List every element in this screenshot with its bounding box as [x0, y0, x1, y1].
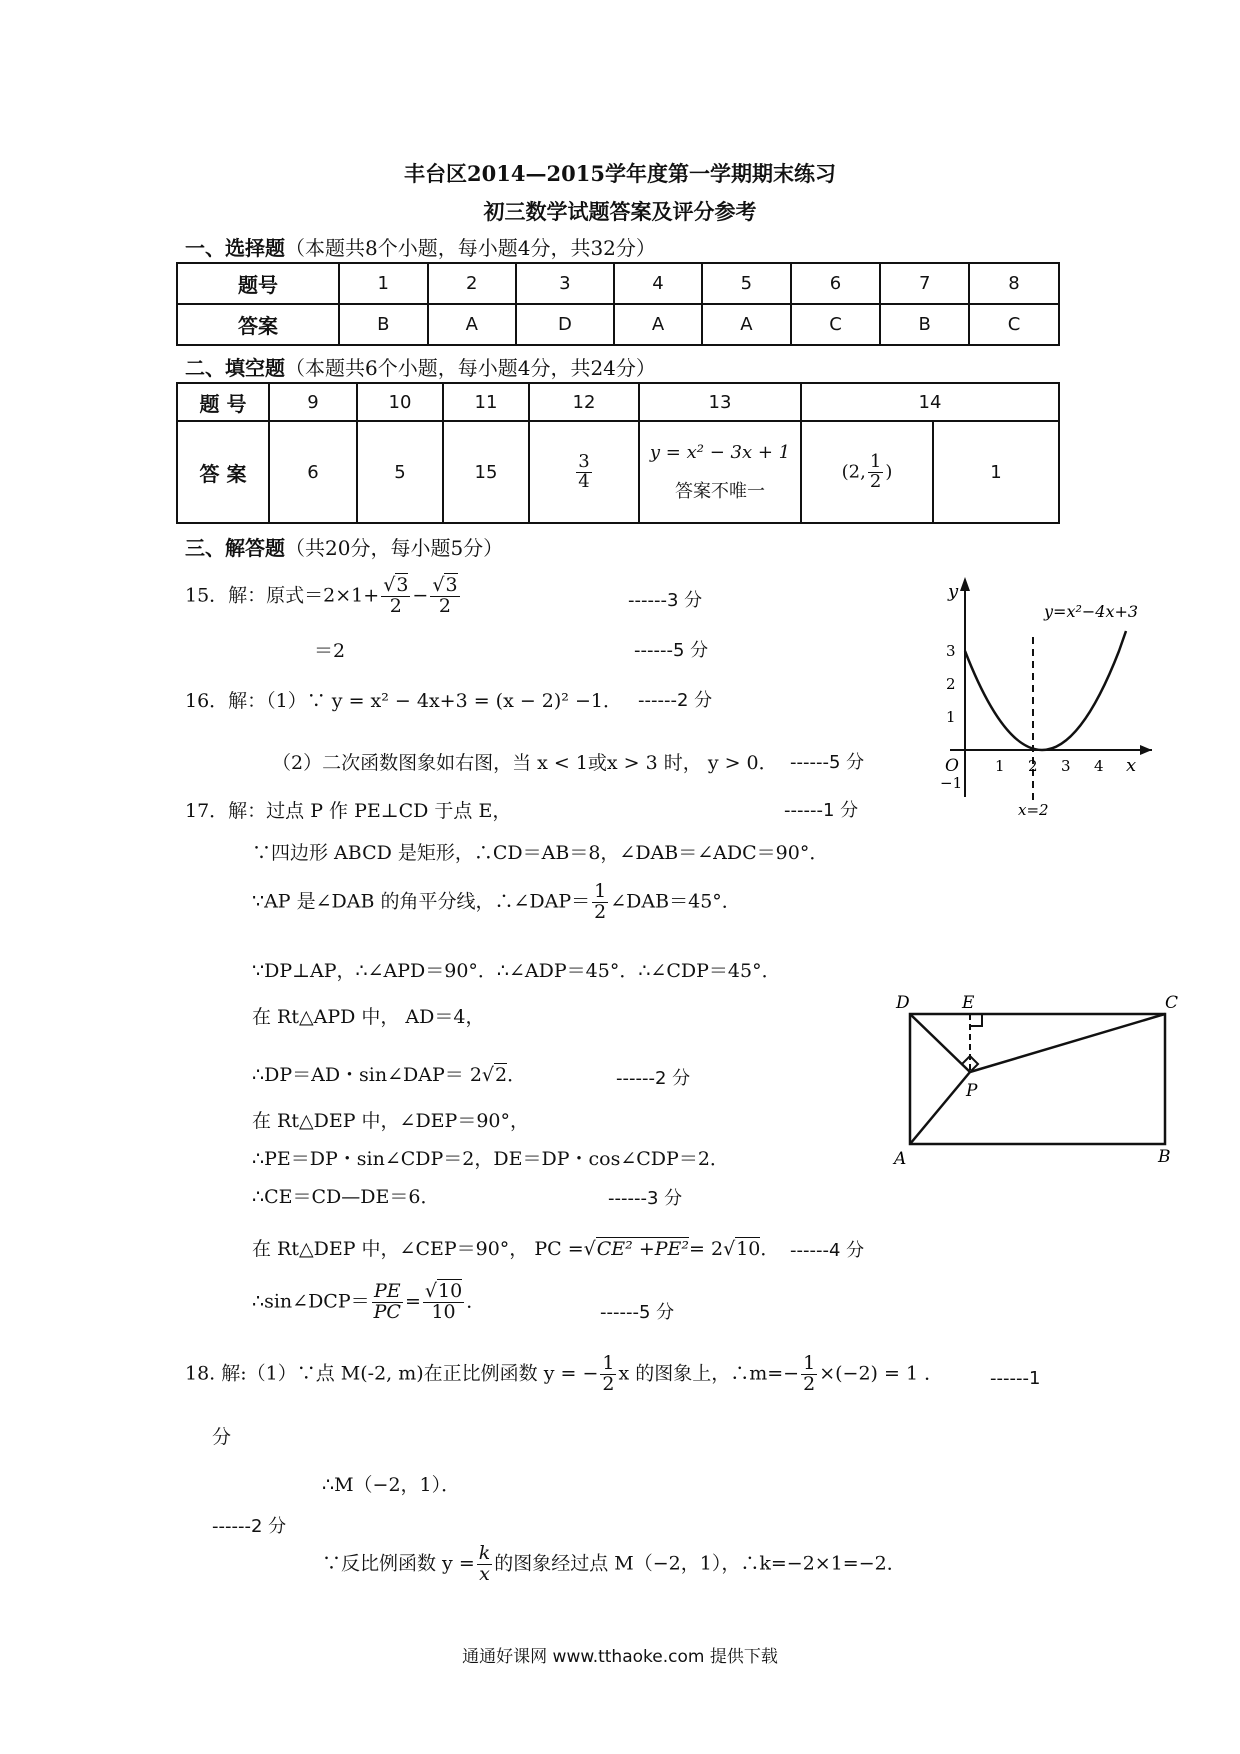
fill-q-cell: 10: [357, 383, 443, 421]
fraction: $\frac{3}{4}$: [578, 450, 590, 492]
curve-label: y=x²−4x+3: [1044, 602, 1139, 621]
p16-line1: 16．解：（1）∵ y = x² − 4x+3 = (x − 2)² −1．: [185, 690, 622, 712]
point-label-d: D: [896, 993, 910, 1013]
fraction: $\frac{1}{2}$: [803, 1352, 816, 1395]
p18-score2: ------2 分: [212, 1516, 287, 1537]
footer-text: 通通好课网 www.tthaoke.com 提供下载: [462, 1647, 778, 1667]
choice-q-cell: 4: [614, 263, 702, 304]
choice-a-cell: C: [969, 304, 1059, 345]
p16-score1: ------2 分: [638, 690, 713, 711]
fill-q-label: 题 号: [177, 383, 269, 421]
fraction: $\frac{√3}{2}$: [383, 574, 409, 617]
p15-score1: ------3 分: [628, 590, 703, 611]
fill-a-cell-q14b: 1: [933, 421, 1059, 523]
choice-a-cell: B: [339, 304, 428, 345]
fill-q-cell: 14: [801, 383, 1059, 421]
fill-q-cell: 11: [443, 383, 529, 421]
fill-answer-table: [176, 382, 1060, 524]
y-axis-label: y: [948, 581, 959, 602]
choice-a-cell: D: [516, 304, 614, 345]
point-label-a: A: [894, 1149, 907, 1169]
x-axis-label: x: [1126, 755, 1137, 776]
origin-label: O: [945, 756, 959, 776]
choice-a-cell: A: [428, 304, 516, 345]
fraction: $\frac{1}{2}$: [602, 1352, 615, 1395]
section3-note: （共20分，每小题5分）: [285, 536, 504, 560]
p17-score5: ------5 分: [600, 1302, 675, 1323]
fraction: $\frac{k}{x}$: [478, 1542, 491, 1585]
rectangle-figure: [890, 992, 1190, 1182]
p17-score4: ------4 分: [790, 1240, 865, 1261]
section1-note: （本题共8个小题，每小题4分，共32分）: [285, 236, 656, 260]
fill-q-cell: 13: [639, 383, 801, 421]
q13-expression: y = x² − 3x + 1: [649, 441, 791, 463]
y-axis-arrow-icon: [960, 577, 970, 591]
page-title: 丰台区2014—2015学年度第一学期期末练习: [404, 161, 836, 186]
rectangle-abcd: [910, 1014, 1165, 1144]
point-label-c: C: [1165, 993, 1179, 1013]
p18-line3: ∵反比例函数 y = $\frac{k}{x}$ 的图象经过点 M（−2，1），∴k=−2×1=−2．: [322, 1542, 906, 1585]
p18-score1-cont: 分: [212, 1426, 232, 1448]
section3-heading: [185, 532, 503, 561]
section1-heading: [185, 232, 656, 261]
fill-a-label: 答 案: [177, 421, 269, 523]
p18-score1: ------1: [990, 1368, 1041, 1389]
choice-q-cell: 6: [791, 263, 881, 304]
p15-line1: 15．解：原式＝2×1+ $\frac{√3}{2}$ − $\frac{√3}{2}$: [185, 574, 458, 617]
choice-a-label: 答案: [177, 304, 339, 345]
p18-line2: ∴M（−2，1）．: [322, 1474, 461, 1496]
p17-line1: 17．解：过点 P 作 PE⊥CD 于点 E，: [185, 800, 512, 822]
x-tick-label: 2: [1028, 757, 1038, 775]
p17-line7: 在 Rt△DEP 中，∠DEP＝90°，: [252, 1110, 530, 1132]
p17-line8: ∴PE＝DP・sin∠CDP＝2，DE＝DP・cos∠CDP＝2．: [252, 1148, 729, 1170]
choice-q-cell: 1: [339, 263, 428, 304]
segment-pc: [970, 1014, 1165, 1072]
choice-a-cell: B: [880, 304, 969, 345]
fill-a-cell: 6: [269, 421, 357, 523]
section2-note: （本题共6个小题，每小题4分，共24分）: [285, 356, 656, 380]
p17-line11: ∴sin∠DCP＝ $\frac{PE}{PC}$ = $\frac{√10}{10}$ ．: [252, 1280, 486, 1323]
fill-a-cell-q12: [529, 421, 639, 523]
fill-q-cell: 12: [529, 383, 639, 421]
choice-q-cell: 7: [880, 263, 969, 304]
choice-a-cell: A: [702, 304, 790, 345]
parabola-curve: [965, 631, 1126, 750]
x-tick-label: 4: [1094, 757, 1104, 775]
choice-answer-table: [176, 262, 1060, 346]
fraction: $\frac{1}{2}$: [869, 450, 882, 492]
choice-q-cell: 5: [702, 263, 790, 304]
parabola-graph: [920, 575, 1160, 815]
p15-line2: ＝2: [314, 640, 346, 662]
fill-q-cell: 9: [269, 383, 357, 421]
point-label-b: B: [1158, 1147, 1171, 1167]
choice-q-label: 题号: [177, 263, 339, 304]
section3-title: 三、解答题: [185, 536, 285, 560]
p18-line1: 18. 解:（1）∵点 M(-2, m)在正比例函数 y = − $\frac{1}{2}$ x 的图象上，∴m=− $\frac{1}{2}$ ×(−2) = 1 ．: [185, 1352, 944, 1395]
fraction: $\frac{PE}{PC}$: [373, 1280, 401, 1323]
fraction: $\frac{√3}{2}$: [432, 574, 458, 617]
p17-line4: ∵DP⊥AP，∴∠APD＝90°．∴∠ADP＝45°．∴∠CDP＝45°．: [252, 960, 781, 982]
p17-line5: 在 Rt△APD 中， AD＝4，: [252, 1006, 485, 1028]
right-angle-mark-e: [970, 1014, 982, 1026]
p17-score1: ------1 分: [784, 800, 859, 821]
fill-a-cell-q14a: (2, $\frac{1}{2}$ ): [801, 421, 933, 523]
section2-title: 二、填空题: [185, 356, 285, 380]
p17-line10: 在 Rt△DEP 中，∠CEP＝90°， PC =√CE² +PE²= 2√10．: [252, 1238, 780, 1260]
symmetry-axis-label: x=2: [1018, 801, 1049, 815]
fill-a-cell-q13: [639, 421, 801, 523]
p17-line9: ∴CE＝CD—DE＝6．: [252, 1186, 440, 1208]
choice-q-cell: 2: [428, 263, 516, 304]
x-axis-arrow-icon: [1140, 745, 1152, 755]
choice-q-cell: 8: [969, 263, 1059, 304]
section1-title: 一、选择题: [185, 236, 285, 260]
segment-ap: [910, 1072, 970, 1144]
q13-note: 答案不唯一: [675, 480, 765, 502]
p17-line2: ∵四边形 ABCD 是矩形，∴CD＝AB＝8，∠DAB＝∠ADC＝90°．: [252, 842, 829, 864]
choice-q-cell: 3: [516, 263, 614, 304]
point-label-e: E: [962, 993, 975, 1013]
x-tick-label: 1: [995, 757, 1005, 775]
x-tick-label: 3: [1061, 757, 1071, 775]
choice-a-cell: A: [614, 304, 702, 345]
fill-a-cell: 5: [357, 421, 443, 523]
p16-score2: ------5 分: [790, 752, 865, 773]
point-label-p: P: [966, 1081, 978, 1101]
p17-line3: ∵AP 是∠DAB 的角平分线，∴∠DAP＝ $\frac{1}{2}$ ∠DAB＝45°．: [252, 880, 741, 923]
p17-score2: ------2 分: [616, 1068, 691, 1089]
segment-dp: [910, 1014, 970, 1072]
page-subtitle: 初三数学试题答案及评分参考: [483, 199, 757, 224]
p16-line2: （2）二次函数图象如右图，当 x < 1或x > 3 时， y > 0．: [272, 752, 778, 774]
p17-line6: ∴DP＝AD・sin∠DAP＝ 2√2．: [252, 1064, 527, 1086]
fill-a-cell: 15: [443, 421, 529, 523]
fraction: $\frac{1}{2}$: [594, 880, 607, 923]
fraction: $\frac{√10}{10}$: [424, 1280, 463, 1323]
y-tick-label: −1: [940, 774, 963, 792]
section2-heading: [185, 352, 656, 381]
p17-score3: ------3 分: [608, 1188, 683, 1209]
choice-a-cell: C: [791, 304, 881, 345]
y-tick-label: 2: [946, 675, 956, 693]
y-tick-label: 1: [946, 708, 956, 726]
y-tick-label: 3: [946, 642, 956, 660]
p15-score2: ------5 分: [634, 640, 709, 661]
